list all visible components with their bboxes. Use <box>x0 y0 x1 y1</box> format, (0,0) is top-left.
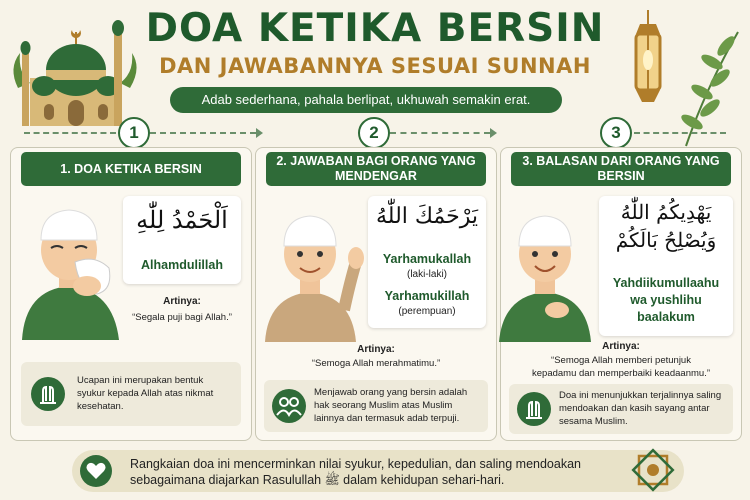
note-text: Ucapan ini merupakan bentuk syukur kepada Allah atas nikmat kesehatan. <box>77 375 214 412</box>
step-number-2: 2 <box>358 117 390 149</box>
praying-hands-icon <box>31 377 65 411</box>
latin-male-text: Yarhamukallah <box>382 252 472 266</box>
note-box <box>509 384 733 434</box>
step-connector <box>150 132 256 134</box>
card-doa-bersin <box>10 147 252 441</box>
note-box <box>21 362 241 426</box>
latin-line-2: wa yushlihu <box>630 293 702 307</box>
meaning-line-1: “Semoga Allah memberi petunjuk <box>551 355 691 366</box>
meaning-line-2: kepadamu dan memperbaiki keadaanmu.” <box>532 368 710 379</box>
islamic-star-ornament-icon <box>630 447 676 493</box>
card-jawaban <box>255 147 497 441</box>
arabic-box <box>123 196 241 284</box>
arabic-box <box>599 196 733 336</box>
grateful-man-icon <box>497 192 603 342</box>
card-heading: 3. BALASAN DARI ORANG YANG BERSIN <box>511 152 731 186</box>
arabic-text: اَلْحَمْدُ لِلّٰهِ <box>136 206 228 234</box>
step-connector <box>390 132 490 134</box>
praying-hands-icon <box>517 392 551 426</box>
arabic-text: يَرْحَمُكَ اللّٰهُ <box>375 204 478 229</box>
note-text: Menjawab orang yang bersin adalah hak seorang Muslim atas Muslim lainnya dan termasuk adab terpuji. <box>314 387 468 424</box>
arabic-line-2: وَيُصْلِحُ بَالَكُمْ <box>615 228 717 252</box>
meaning-text: “Semoga Allah merahmatimu.” <box>311 358 441 369</box>
page-title: DOA KETIKA BERSIN <box>145 6 605 51</box>
responding-man-icon <box>260 192 370 342</box>
card-heading: 1. DOA KETIKA BERSIN <box>21 152 241 186</box>
page-subtitle: DAN JAWABANNYA SESUAI SUNNAH <box>159 54 591 78</box>
latin-line-1: Yahdiikumullaahu <box>612 276 720 290</box>
step-number-3: 3 <box>600 117 632 149</box>
arrow-right-icon <box>256 128 263 138</box>
footer-banner <box>72 450 684 492</box>
footer-line-2: sebagaimana diajarkan Rasulullah ﷺ dalam kehidupan sehari-hari. <box>130 473 505 487</box>
sneezing-man-icon <box>17 190 127 340</box>
latin-text: Alhamdulillah <box>141 258 223 272</box>
footer-text <box>130 456 650 488</box>
arabic-box <box>368 196 486 328</box>
note-text: Doa ini menunjukkan terjalinnya saling mendoakan dan kasih sayang antar sesama Muslim. <box>559 390 722 427</box>
step-number-1: 1 <box>118 117 150 149</box>
latin-female-text: Yarhamukillah <box>384 289 470 303</box>
step-connector <box>24 132 116 134</box>
card-heading: 2. JAWABAN BAGI ORANG YANG MENDENGAR <box>266 152 486 186</box>
meaning-label: Artinya: <box>357 344 395 355</box>
female-note: (perempuan) <box>398 306 456 317</box>
arrow-right-icon <box>490 128 497 138</box>
meaning-text: “Segala puji bagi Allah.” <box>132 312 232 323</box>
card-balasan <box>500 147 742 441</box>
tagline-banner: Adab sederhana, pahala berlipat, ukhuwah semakin erat. <box>170 87 562 113</box>
meaning-label: Artinya: <box>163 296 201 307</box>
note-box <box>264 380 488 432</box>
meaning-label: Artinya: <box>602 341 640 352</box>
male-note: (laki-laki) <box>407 269 447 280</box>
heart-icon <box>80 455 112 487</box>
arabic-line-1: يَهْدِيكُمُ اللّٰهُ <box>620 200 712 224</box>
latin-line-3: baalakum <box>637 310 695 324</box>
people-icon <box>272 389 306 423</box>
step-connector <box>634 132 726 134</box>
footer-line-1: Rangkaian doa ini mencerminkan nilai syukur, kepedulian, dan saling mendoakan <box>130 457 581 471</box>
